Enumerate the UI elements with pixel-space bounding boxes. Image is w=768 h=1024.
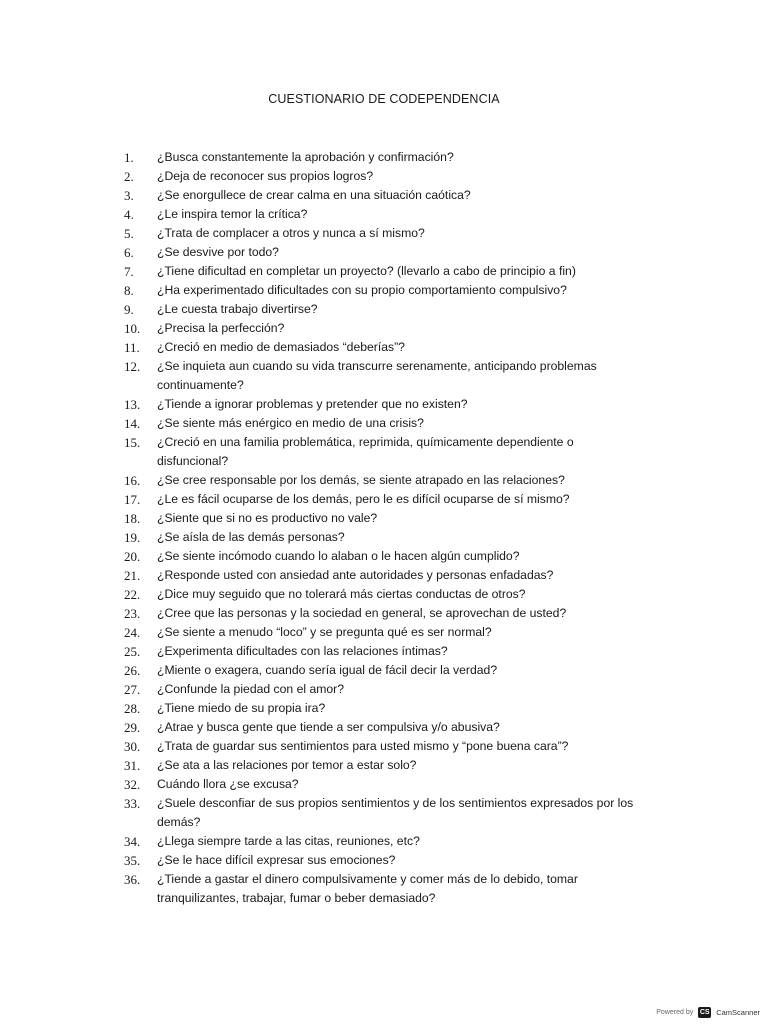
question-item: [124, 148, 644, 167]
question-number: 16.: [124, 473, 141, 488]
question-number: 20.: [124, 549, 141, 564]
question-number: 1.: [124, 150, 134, 165]
question-number: 36.: [124, 872, 141, 887]
question-item: [124, 699, 644, 718]
question-item: [124, 851, 644, 870]
question-item: [124, 585, 644, 604]
question-number: 33.: [124, 796, 141, 811]
question-text: ¿Se enorgullece de crear calma en una situación caótica?: [157, 188, 471, 202]
question-number: 8.: [124, 283, 134, 298]
question-item: [124, 205, 644, 224]
question-text: ¿Deja de reconocer sus propios logros?: [157, 169, 374, 183]
question-text: ¿Tiende a gastar el dinero compulsivamente y comer más de lo debido, tomar tranquilizantes, trabajar, fumar o beber demasiado?: [157, 872, 578, 905]
question-number: 29.: [124, 720, 141, 735]
question-number: 25.: [124, 644, 141, 659]
question-item: [124, 547, 644, 566]
question-item: [124, 338, 644, 357]
question-text: ¿Le es fácil ocuparse de los demás, pero le es difícil ocuparse de sí mismo?: [157, 492, 570, 506]
question-item: [124, 528, 644, 547]
question-number: 10.: [124, 321, 141, 336]
question-text: ¿Se le hace difícil expresar sus emociones?: [157, 853, 396, 867]
question-text: ¿Experimenta dificultades con las relaciones íntimas?: [157, 644, 448, 658]
question-item: [124, 186, 644, 205]
question-text: ¿Le cuesta trabajo divertirse?: [157, 302, 318, 316]
question-item: [124, 319, 644, 338]
question-number: 14.: [124, 416, 141, 431]
page-title: CUESTIONARIO DE CODEPENDENCIA: [268, 92, 500, 106]
question-text: ¿Tiene miedo de su propia ira?: [157, 701, 326, 715]
question-number: 19.: [124, 530, 141, 545]
powered-by-label: Powered by: [656, 1009, 694, 1016]
question-item: [124, 566, 644, 585]
question-number: 35.: [124, 853, 141, 868]
question-number: 2.: [124, 169, 134, 184]
question-text: ¿Confunde la piedad con el amor?: [157, 682, 344, 696]
question-item: [124, 661, 644, 680]
question-item: [124, 832, 644, 851]
question-number: 24.: [124, 625, 141, 640]
question-item: [124, 471, 644, 490]
question-item: [124, 414, 644, 433]
question-number: 9.: [124, 302, 134, 317]
question-item: [124, 167, 644, 186]
question-number: 11.: [124, 340, 140, 355]
question-item: [124, 737, 644, 756]
question-text: ¿Atrae y busca gente que tiende a ser compulsiva y/o abusiva?: [157, 720, 500, 734]
question-number: 21.: [124, 568, 141, 583]
question-number: 28.: [124, 701, 141, 716]
question-list: [124, 148, 644, 908]
question-text: ¿Suele desconfiar de sus propios sentimientos y de los sentimientos expresados por los demás?: [157, 796, 634, 829]
camscanner-name: CamScanner: [716, 1008, 760, 1017]
question-item: [124, 680, 644, 699]
question-number: 6.: [124, 245, 134, 260]
question-number: 18.: [124, 511, 141, 526]
question-number: 30.: [124, 739, 141, 754]
question-item: [124, 623, 644, 642]
question-text: ¿Se cree responsable por los demás, se siente atrapado en las relaciones?: [157, 473, 565, 487]
question-item: [124, 794, 644, 832]
question-item: [124, 357, 644, 395]
camscanner-logo-icon: CS: [699, 1009, 710, 1016]
question-number: 26.: [124, 663, 141, 678]
question-number: 27.: [124, 682, 141, 697]
question-text: ¿Se siente incómodo cuando lo alaban o le hacen algún cumplido?: [157, 549, 520, 563]
question-text: ¿Precisa la perfección?: [157, 321, 285, 335]
question-number: 31.: [124, 758, 141, 773]
question-item: [124, 870, 644, 908]
question-text: ¿Se siente más enérgico en medio de una crisis?: [157, 416, 424, 430]
question-text: ¿Siente que si no es productivo no vale?: [157, 511, 378, 525]
question-item: [124, 224, 644, 243]
question-number: 22.: [124, 587, 141, 602]
scanner-watermark: [656, 1007, 760, 1018]
question-text: ¿Creció en una familia problemática, reprimida, químicamente dependiente o disfuncional?: [157, 435, 574, 468]
question-number: 4.: [124, 207, 134, 222]
question-text: ¿Responde usted con ansiedad ante autoridades y personas enfadadas?: [157, 568, 554, 582]
question-text: ¿Se inquieta aun cuando su vida transcurre serenamente, anticipando problemas continuamente?: [157, 359, 597, 392]
question-item: [124, 604, 644, 623]
question-item: [124, 490, 644, 509]
question-item: [124, 775, 644, 794]
question-text: ¿Se siente a menudo “loco” y se pregunta qué es ser normal?: [157, 625, 492, 639]
question-text: ¿Tiene dificultad en completar un proyecto? (llevarlo a cabo de principio a fin): [157, 264, 576, 278]
question-text: ¿Trata de complacer a otros y nunca a sí mismo?: [157, 226, 425, 240]
question-number: 34.: [124, 834, 141, 849]
question-text: ¿Le inspira temor la crítica?: [157, 207, 308, 221]
question-text: ¿Ha experimentado dificultades con su propio comportamiento compulsivo?: [157, 283, 567, 297]
question-text: ¿Llega siempre tarde a las citas, reuniones, etc?: [157, 834, 420, 848]
question-number: 12.: [124, 359, 141, 374]
question-number: 5.: [124, 226, 134, 241]
question-item: [124, 395, 644, 414]
question-number: 32.: [124, 777, 141, 792]
question-text: ¿Dice muy seguido que no tolerará más ciertas conductas de otros?: [157, 587, 526, 601]
question-text: ¿Miente o exagera, cuando sería igual de fácil decir la verdad?: [157, 663, 498, 677]
question-number: 13.: [124, 397, 141, 412]
question-text: ¿Se desvive por todo?: [157, 245, 279, 259]
question-item: [124, 642, 644, 661]
question-number: 3.: [124, 188, 134, 203]
question-text: ¿Se aísla de las demás personas?: [157, 530, 345, 544]
question-item: [124, 262, 644, 281]
question-item: [124, 300, 644, 319]
question-number: 7.: [124, 264, 134, 279]
question-text: ¿Busca constantemente la aprobación y confirmación?: [157, 150, 454, 164]
question-text: ¿Trata de guardar sus sentimientos para usted mismo y “pone buena cara”?: [157, 739, 569, 753]
question-text: ¿Cree que las personas y la sociedad en general, se aprovechan de usted?: [157, 606, 567, 620]
question-text: ¿Se ata a las relaciones por temor a estar solo?: [157, 758, 417, 772]
question-number: 15.: [124, 435, 141, 450]
question-item: [124, 433, 644, 471]
question-text: Cuándo llora ¿se excusa?: [157, 777, 299, 791]
question-text: ¿Tiende a ignorar problemas y pretender que no existen?: [157, 397, 468, 411]
question-item: [124, 243, 644, 262]
question-text: ¿Creció en medio de demasiados “deberías”?: [157, 340, 405, 354]
question-number: 23.: [124, 606, 141, 621]
question-number: 17.: [124, 492, 141, 507]
question-item: [124, 281, 644, 300]
question-item: [124, 756, 644, 775]
question-item: [124, 718, 644, 737]
question-item: [124, 509, 644, 528]
